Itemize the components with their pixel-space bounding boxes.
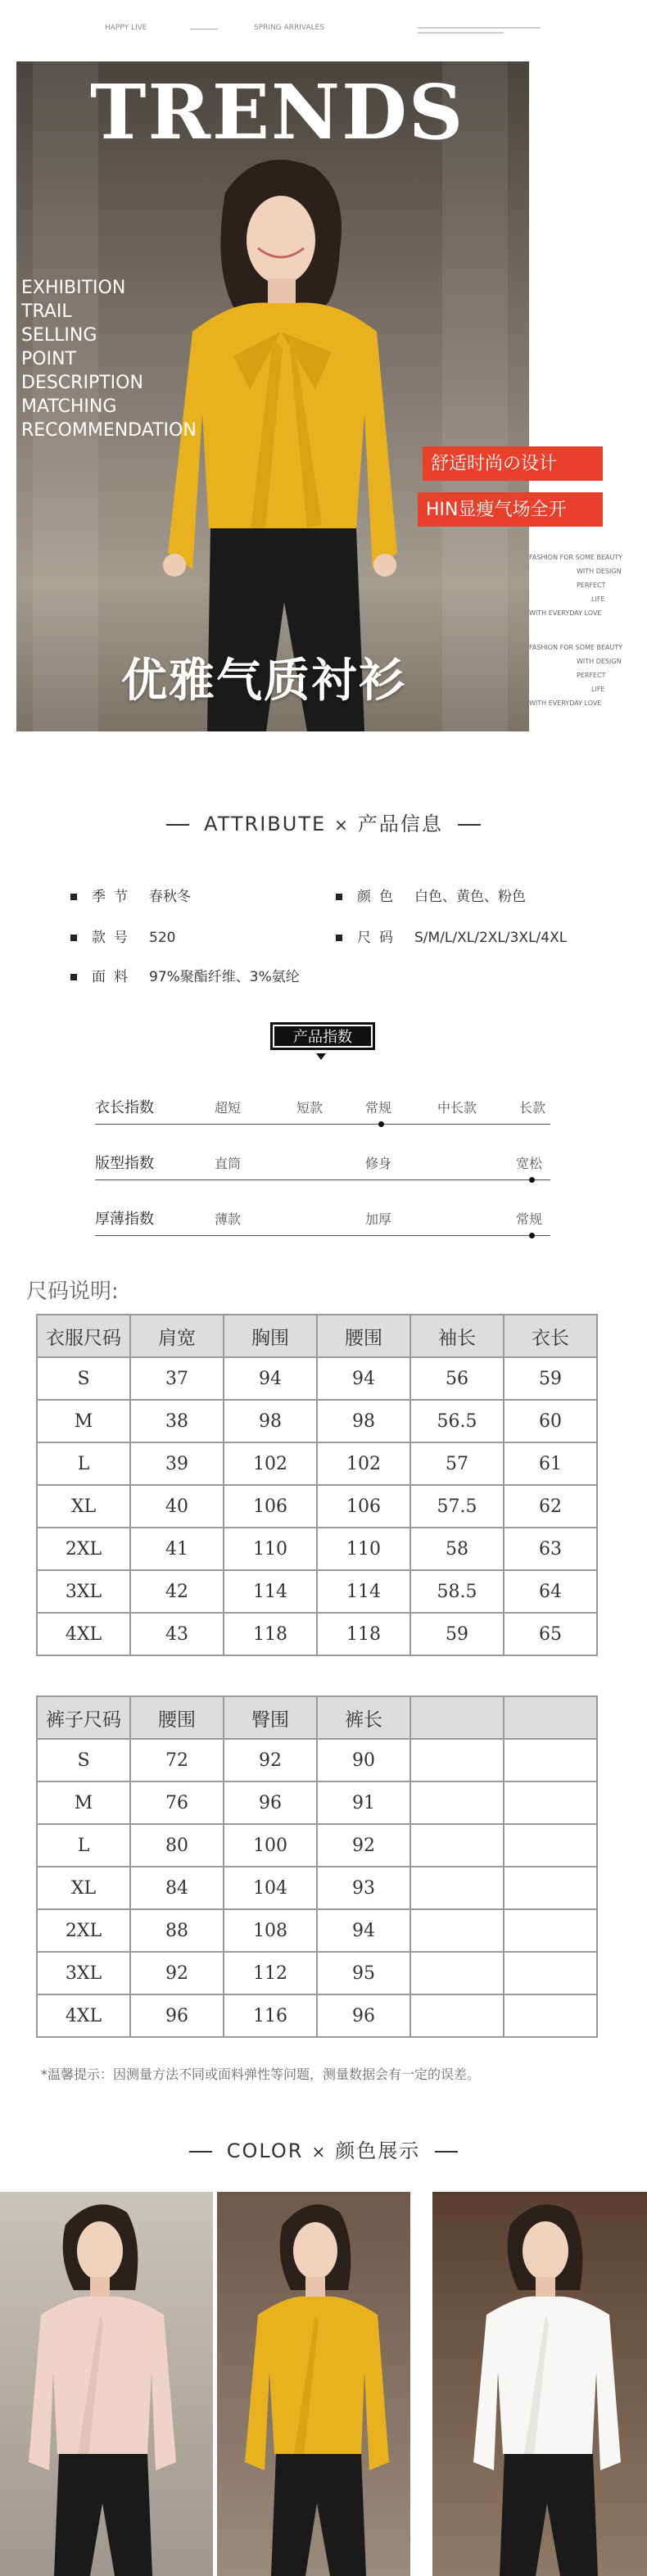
hero-title: TRENDS (90, 68, 465, 156)
bullet (70, 935, 77, 941)
side-note-line: WITH DESIGN (577, 568, 622, 575)
index-option: 长款 (519, 1100, 546, 1116)
attr-key: 颜色 (357, 889, 401, 905)
color-header-en: COLOR (226, 2139, 304, 2162)
table-cell (410, 1952, 504, 1994)
table-header-row (37, 1696, 597, 1739)
side-note-line: WITH DESIGN (577, 658, 622, 665)
table-cell: 59 (504, 1357, 597, 1400)
table-cell: 56.5 (410, 1400, 504, 1442)
bullet (336, 894, 342, 900)
model-pink-blouse-illustration (0, 2192, 213, 2576)
table-row (37, 1357, 597, 1400)
table-row (37, 1400, 597, 1442)
table-row (37, 1781, 597, 1824)
index-option: 短款 (296, 1100, 324, 1116)
table-cell (504, 1952, 597, 1994)
table-cell: 39 (130, 1442, 224, 1485)
table-cell: 118 (224, 1613, 317, 1655)
measurement-note: *温馨提示：因测量方法不同或面料弹性等问题，测量数据会有一定的误差。 (41, 2067, 481, 2082)
table-row (37, 1824, 597, 1867)
table-cell: 110 (224, 1528, 317, 1570)
table-cell (504, 1739, 597, 1781)
table-cell: 114 (224, 1570, 317, 1613)
header-dash (435, 2151, 458, 2153)
table-cell: 106 (224, 1485, 317, 1528)
header-dash (458, 824, 481, 826)
table-cell: 2XL (37, 1909, 130, 1952)
table-header-cell: 肩宽 (130, 1315, 224, 1357)
table-cell (504, 1781, 597, 1824)
index-option: 薄款 (215, 1211, 242, 1227)
table-cell: 58.5 (410, 1570, 504, 1613)
index-option: 直筒 (215, 1156, 242, 1171)
table-cell: 93 (317, 1867, 410, 1909)
header-cross: × (334, 815, 350, 835)
bullet (70, 894, 77, 900)
hero-banner (16, 61, 529, 731)
side-note-line: PERFECT (577, 672, 606, 679)
table-cell: 110 (317, 1528, 410, 1570)
header-cross: × (311, 2142, 328, 2162)
attr-color (336, 885, 526, 905)
header-dash (189, 2151, 212, 2153)
attr-value: 520 (149, 930, 176, 946)
bullet (336, 935, 342, 941)
table-cell: 104 (224, 1867, 317, 1909)
table-row (37, 1867, 597, 1909)
table-cell: 91 (317, 1781, 410, 1824)
table-header-cell: 裤子尺码 (37, 1696, 130, 1739)
color-photo-yellow (217, 2192, 410, 2576)
table-cell: 76 (130, 1781, 224, 1824)
table-cell: 84 (130, 1867, 224, 1909)
table-cell: 2XL (37, 1528, 130, 1570)
table-cell: 90 (317, 1739, 410, 1781)
table-header-cell: 腰围 (130, 1696, 224, 1739)
top-left-text: HAPPY LIVE (105, 24, 147, 32)
index-track (95, 1124, 550, 1125)
table-header-cell: 胸围 (224, 1315, 317, 1357)
table-cell: M (37, 1400, 130, 1442)
table-cell: 102 (224, 1442, 317, 1485)
hero-bottom-title: 优雅气质衬衫 (121, 654, 406, 708)
index-option: 常规 (516, 1211, 543, 1227)
header-dash (166, 824, 189, 826)
table-cell: 43 (130, 1613, 224, 1655)
table-cell: 80 (130, 1824, 224, 1867)
table-cell: 88 (130, 1909, 224, 1952)
table-cell (410, 1781, 504, 1824)
table-cell: 92 (224, 1739, 317, 1781)
attr-size (336, 926, 567, 946)
table-cell: 61 (504, 1442, 597, 1485)
attr-season (70, 885, 191, 905)
table-cell: XL (37, 1485, 130, 1528)
table-header-cell: 衣长 (504, 1315, 597, 1357)
table-cell: 38 (130, 1400, 224, 1442)
size-guide-label: 尺码说明: (26, 1279, 119, 1304)
pants-size-table (36, 1695, 598, 2038)
table-cell: 98 (317, 1400, 410, 1442)
table-cell: 4XL (37, 1613, 130, 1655)
index-option: 常规 (365, 1100, 392, 1116)
table-cell (410, 1739, 504, 1781)
index-row-thickness (95, 1207, 550, 1240)
table-cell: 41 (130, 1528, 224, 1570)
hero-line: RECOMMENDATION (21, 420, 197, 441)
index-track (95, 1235, 550, 1236)
attribute-section-header (0, 808, 647, 836)
table-cell: 3XL (37, 1570, 130, 1613)
table-cell: S (37, 1357, 130, 1400)
attribute-header-cn: 产品信息 (357, 813, 443, 835)
table-cell: 96 (224, 1781, 317, 1824)
table-header-cell (410, 1696, 504, 1739)
attr-value: 春秋冬 (149, 889, 191, 905)
index-option: 中长款 (437, 1100, 477, 1116)
index-marker (378, 1121, 384, 1127)
table-cell: 108 (224, 1909, 317, 1952)
table-cell: 95 (317, 1952, 410, 1994)
table-row (37, 1739, 597, 1781)
side-note-line: WITH EVERYDAY LOVE (529, 699, 602, 707)
attr-model (70, 926, 175, 946)
table-cell (504, 1909, 597, 1952)
attr-key: 款号 (92, 930, 136, 946)
table-cell: 3XL (37, 1952, 130, 1994)
product-index-title: 产品指数 (270, 1022, 375, 1050)
index-track (95, 1179, 550, 1180)
table-cell: L (37, 1824, 130, 1867)
attr-value: 白色、黄色、粉色 (414, 889, 526, 905)
table-cell: S (37, 1739, 130, 1781)
table-cell: 42 (130, 1570, 224, 1613)
table-header-cell (504, 1696, 597, 1739)
attr-fabric (70, 965, 300, 985)
table-header-row (37, 1315, 597, 1357)
table-row (37, 1909, 597, 1952)
table-cell: 98 (224, 1400, 317, 1442)
hero-line: TRAIL (21, 301, 72, 322)
model-white-blouse-illustration (432, 2192, 647, 2576)
index-marker (529, 1233, 535, 1238)
color-header-cn: 颜色展示 (335, 2139, 421, 2162)
bullet (70, 974, 77, 980)
hero-line: POINT (21, 349, 76, 369)
side-note-line: LIFE (591, 595, 605, 603)
table-cell: 114 (317, 1570, 410, 1613)
table-cell: 62 (504, 1485, 597, 1528)
table-cell: 96 (317, 1994, 410, 2037)
attr-key: 面料 (92, 969, 136, 985)
color-photo-pink (0, 2192, 213, 2576)
hero-line: EXHIBITION (21, 278, 126, 298)
table-row (37, 1485, 597, 1528)
table-row (37, 1613, 597, 1655)
table-cell: 92 (317, 1824, 410, 1867)
attr-value: 97%聚酯纤维、3%氨纶 (149, 969, 300, 985)
table-cell: 63 (504, 1528, 597, 1570)
index-row-name: 厚薄指数 (95, 1211, 154, 1228)
table-cell: 57.5 (410, 1485, 504, 1528)
table-cell: 118 (317, 1613, 410, 1655)
table-cell: 106 (317, 1485, 410, 1528)
table-cell: 58 (410, 1528, 504, 1570)
feature-tag-slim: HIN显瘦气场全开 (418, 492, 603, 527)
table-header-cell: 腰围 (317, 1315, 410, 1357)
table-cell: 64 (504, 1570, 597, 1613)
table-cell: 40 (130, 1485, 224, 1528)
table-header-cell: 衣服尺码 (37, 1315, 130, 1357)
table-cell: 94 (317, 1357, 410, 1400)
hero-line: DESCRIPTION (21, 373, 143, 393)
background-pillar (442, 61, 508, 731)
table-cell: L (37, 1442, 130, 1485)
table-cell: 94 (224, 1357, 317, 1400)
table-header-cell: 裤长 (317, 1696, 410, 1739)
table-cell (504, 1824, 597, 1867)
hero-feature-lines (21, 276, 197, 442)
table-cell: 96 (130, 1994, 224, 2037)
color-section-header (0, 2135, 647, 2163)
index-option: 超短 (215, 1100, 242, 1116)
hero-line: SELLING (21, 325, 97, 346)
side-note-line: FASHION FOR SOME BEAUTY (529, 554, 623, 561)
feature-tag-comfort: 舒适时尚の设计 (423, 446, 603, 481)
index-option: 加厚 (365, 1211, 392, 1227)
table-cell: 65 (504, 1613, 597, 1655)
side-note-line: WITH EVERYDAY LOVE (529, 609, 602, 617)
table-header-cell: 袖长 (410, 1315, 504, 1357)
index-row-fit (95, 1152, 550, 1184)
index-row-name: 版型指数 (95, 1155, 154, 1172)
table-row (37, 1994, 597, 2037)
table-row (37, 1528, 597, 1570)
table-cell (410, 1824, 504, 1867)
table-cell (410, 1867, 504, 1909)
side-note-line: FASHION FOR SOME BEAUTY (529, 644, 623, 651)
table-cell (504, 1867, 597, 1909)
index-arrow (316, 1053, 326, 1060)
side-note-block (529, 641, 622, 710)
index-row-name: 衣长指数 (95, 1099, 154, 1116)
index-option: 修身 (365, 1156, 392, 1171)
index-option: 宽松 (516, 1156, 543, 1171)
attr-value: S/M/L/XL/2XL/3XL/4XL (414, 930, 568, 946)
table-cell: 60 (504, 1400, 597, 1442)
model-yellow-blouse-illustration (217, 2192, 410, 2576)
table-cell (410, 1909, 504, 1952)
table-cell: 57 (410, 1442, 504, 1485)
side-note-block (529, 550, 622, 620)
table-cell: 112 (224, 1952, 317, 1994)
side-note-line: PERFECT (577, 582, 606, 589)
table-cell: 94 (317, 1909, 410, 1952)
attr-key: 季节 (92, 889, 136, 905)
top-right-decoration (418, 24, 541, 32)
color-photo-white (432, 2192, 647, 2576)
hero-line: MATCHING (21, 396, 117, 417)
top-strip (0, 0, 647, 49)
table-cell: 92 (130, 1952, 224, 1994)
table-cell: 100 (224, 1824, 317, 1867)
table-cell: 116 (224, 1994, 317, 2037)
table-cell: 4XL (37, 1994, 130, 2037)
table-cell: M (37, 1781, 130, 1824)
table-row (37, 1442, 597, 1485)
table-row (37, 1570, 597, 1613)
table-cell: XL (37, 1867, 130, 1909)
attr-key: 尺码 (357, 930, 401, 946)
table-cell (504, 1994, 597, 2037)
side-note-line: LIFE (591, 686, 605, 693)
table-row (37, 1952, 597, 1994)
table-cell: 59 (410, 1613, 504, 1655)
top-middle-text: SPRING ARRIVALES (254, 24, 325, 32)
index-marker (529, 1177, 535, 1183)
table-cell: 72 (130, 1739, 224, 1781)
table-cell: 102 (317, 1442, 410, 1485)
table-cell (410, 1994, 504, 2037)
index-row-length (95, 1096, 550, 1129)
table-cell: 56 (410, 1357, 504, 1400)
attribute-header-en: ATTRIBUTE (204, 813, 327, 835)
table-cell: 37 (130, 1357, 224, 1400)
table-header-cell: 臀围 (224, 1696, 317, 1739)
top-size-table (36, 1314, 598, 1656)
